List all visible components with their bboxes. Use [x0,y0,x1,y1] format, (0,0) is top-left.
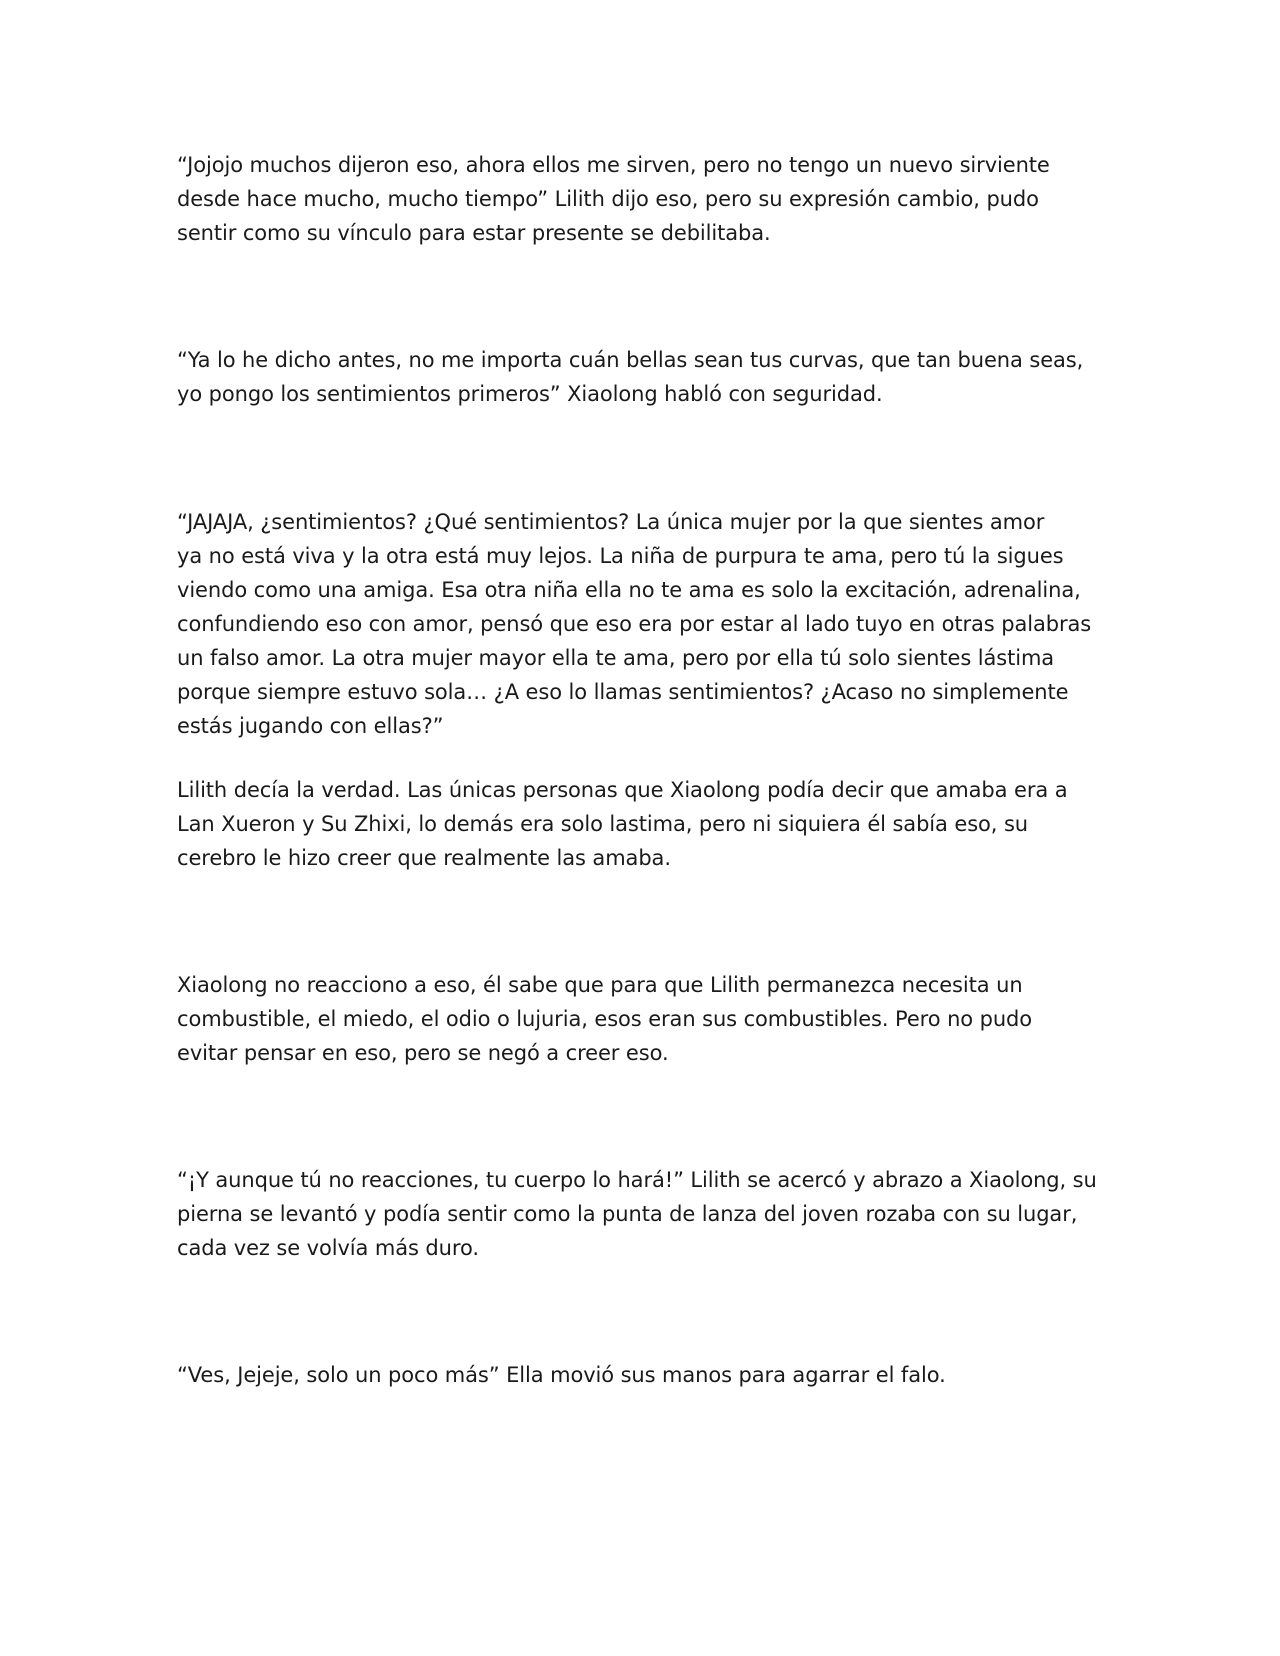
paragraph-3 [177,505,1107,743]
text-line: confundiendo eso con amor, pensó que eso era por estar al lado tuyo en otras palabras [177,612,1092,636]
paragraph-6 [177,1163,1107,1265]
text-line: Xiaolong no reacciono a eso, él sabe que para que Lilith permanezca necesita un [177,973,1023,997]
paragraph-1 [177,148,1107,250]
text-line: cerebro le hizo creer que realmente las amaba. [177,846,671,870]
paragraph-7 [177,1358,1107,1392]
text-line: pierna se levantó y podía sentir como la punta de lanza del joven rozaba con su lugar, [177,1202,1078,1226]
text-line: “Jojojo muchos dijeron eso, ahora ellos me sirven, pero no tengo un nuevo sirviente [177,153,1050,177]
text-line: Lilith decía la verdad. Las únicas personas que Xiaolong podía decir que amaba era a [177,778,1068,802]
text-line: cada vez se volvía más duro. [177,1236,479,1260]
text-line: sentir como su vínculo para estar presente se debilitaba. [177,221,771,245]
text-line: “Ya lo he dicho antes, no me importa cuán bellas sean tus curvas, que tan buena seas, [177,348,1084,372]
text-line: evitar pensar en eso, pero se negó a creer eso. [177,1041,669,1065]
text-line: un falso amor. La otra mujer mayor ella te ama, pero por ella tú solo sientes lástima [177,646,1055,670]
text-line: ya no está viva y la otra está muy lejos. La niña de purpura te ama, pero tú la sigues [177,544,1064,568]
text-line: yo pongo los sentimientos primeros” Xiaolong habló con seguridad. [177,382,883,406]
paragraph-5 [177,968,1107,1070]
text-line: porque siempre estuvo sola… ¿A eso lo llamas sentimientos? ¿Acaso no simplemente [177,680,1069,704]
text-line: Lan Xueron y Su Zhixi, lo demás era solo lastima, pero ni siquiera él sabía eso, su [177,812,1028,836]
text-line: “¡Y aunque tú no reacciones, tu cuerpo lo hará!” Lilith se acercó y abrazo a Xiaolong, su [177,1168,1097,1192]
paragraph-4 [177,773,1107,875]
text-line: estás jugando con ellas?” [177,714,444,738]
text-line: viendo como una amiga. Esa otra niña ella no te ama es solo la excitación, adrenalina, [177,578,1081,602]
text-line: combustible, el miedo, el odio o lujuria, esos eran sus combustibles. Pero no pudo [177,1007,1033,1031]
paragraph-2 [177,343,1107,411]
text-line: “Ves, Jejeje, solo un poco más” Ella movió sus manos para agarrar el falo. [177,1363,946,1387]
text-line: “JAJAJA, ¿sentimientos? ¿Qué sentimientos? La única mujer por la que sientes amor [177,510,1045,534]
text-line: desde hace mucho, mucho tiempo” Lilith dijo eso, pero su expresión cambio, pudo [177,187,1039,211]
